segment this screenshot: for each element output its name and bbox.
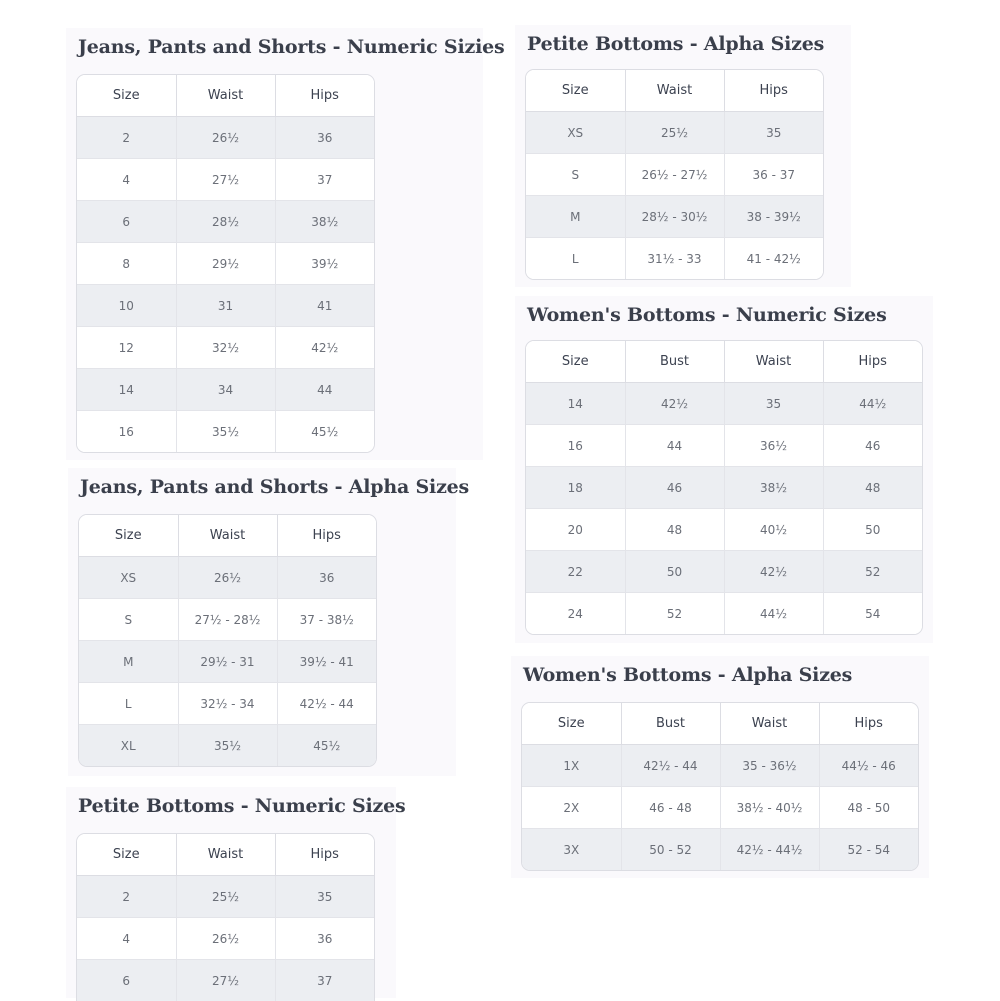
table-cell: 48 - 50 [819, 787, 918, 829]
size-chart-petite-numeric [66, 787, 396, 998]
table-row [79, 599, 376, 641]
table-row [526, 509, 922, 551]
size-chart-womens-numeric [515, 296, 933, 643]
table-cell: 31 [176, 285, 275, 327]
table-cell: 54 [823, 593, 922, 635]
table-header-row [522, 703, 918, 745]
table-row [79, 725, 376, 767]
size-chart-jeans-numeric [66, 28, 483, 460]
table-cell: L [526, 238, 625, 280]
column-header: Bust [621, 703, 720, 745]
table-row [522, 787, 918, 829]
table-cell: 16 [526, 425, 625, 467]
table-cell: 24 [526, 593, 625, 635]
table-cell: 25½ [176, 876, 275, 918]
table-cell: 42½ [275, 327, 374, 369]
table-cell: 29½ - 31 [178, 641, 277, 683]
table-row [77, 918, 374, 960]
table-cell: 36 - 37 [724, 154, 823, 196]
table-cell: 26½ - 27½ [625, 154, 724, 196]
table-cell: 38½ [724, 467, 823, 509]
table-cell: 48 [625, 509, 724, 551]
table-row [77, 960, 374, 1001]
table-cell: 37 - 38½ [277, 599, 376, 641]
column-header: Waist [176, 75, 275, 117]
size-table [525, 340, 923, 635]
column-header: Hips [275, 834, 374, 876]
table-cell: 26½ [176, 117, 275, 159]
table-cell: 48 [823, 467, 922, 509]
table-cell: M [526, 196, 625, 238]
table-cell: 36 [275, 117, 374, 159]
table-cell: 8 [77, 243, 176, 285]
size-table [76, 833, 375, 1001]
table-row [77, 159, 374, 201]
table-cell: 35 [724, 112, 823, 154]
size-table [521, 702, 919, 871]
table-header-row [79, 515, 376, 557]
table-row [77, 285, 374, 327]
table-cell: 36 [275, 918, 374, 960]
table-cell: 35½ [178, 725, 277, 767]
table-cell: XS [79, 557, 178, 599]
table-header-row [526, 70, 823, 112]
table-row [77, 327, 374, 369]
column-header: Hips [277, 515, 376, 557]
table-row [77, 411, 374, 453]
table-cell: 2 [77, 117, 176, 159]
table-row [526, 383, 922, 425]
column-header: Waist [178, 515, 277, 557]
column-header: Hips [819, 703, 918, 745]
table-cell: 27½ - 28½ [178, 599, 277, 641]
table-row [77, 243, 374, 285]
table-cell: 3X [522, 829, 621, 871]
table-cell: 14 [526, 383, 625, 425]
table-cell: 20 [526, 509, 625, 551]
table-cell: 50 [823, 509, 922, 551]
section-title: Petite Bottoms - Numeric Sizes [78, 795, 406, 817]
column-header: Waist [625, 70, 724, 112]
table-cell: 2X [522, 787, 621, 829]
table-cell: 39½ [275, 243, 374, 285]
table-cell: 44 [625, 425, 724, 467]
table-row [77, 369, 374, 411]
table-cell: 46 [823, 425, 922, 467]
table-row [77, 117, 374, 159]
section-title: Women's Bottoms - Numeric Sizes [527, 304, 887, 326]
section-title: Women's Bottoms - Alpha Sizes [523, 664, 852, 686]
table-row [522, 745, 918, 787]
table-row [526, 154, 823, 196]
column-header: Hips [823, 341, 922, 383]
table-row [77, 201, 374, 243]
column-header: Bust [625, 341, 724, 383]
column-header: Waist [724, 341, 823, 383]
column-header: Size [522, 703, 621, 745]
table-cell: 42½ - 44 [621, 745, 720, 787]
table-cell: 42½ - 44 [277, 683, 376, 725]
size-chart-jeans-alpha [68, 468, 456, 776]
table-cell: 34 [176, 369, 275, 411]
table-cell: 41 - 42½ [724, 238, 823, 280]
table-cell: 12 [77, 327, 176, 369]
table-row [526, 196, 823, 238]
table-cell: 32½ - 34 [178, 683, 277, 725]
table-cell: 46 - 48 [621, 787, 720, 829]
table-cell: L [79, 683, 178, 725]
section-title: Jeans, Pants and Shorts - Alpha Sizes [80, 476, 469, 498]
table-cell: 35 - 36½ [720, 745, 819, 787]
table-cell: 31½ - 33 [625, 238, 724, 280]
column-header: Size [526, 70, 625, 112]
table-cell: 42½ [724, 551, 823, 593]
table-row [526, 467, 922, 509]
size-chart-womens-alpha [511, 656, 929, 878]
column-header: Hips [275, 75, 374, 117]
table-cell: 18 [526, 467, 625, 509]
size-chart-petite-alpha [515, 25, 851, 287]
table-cell: 29½ [176, 243, 275, 285]
table-cell: 38½ - 40½ [720, 787, 819, 829]
size-table [525, 69, 824, 280]
table-cell: 35 [275, 876, 374, 918]
table-cell: 32½ [176, 327, 275, 369]
table-row [79, 557, 376, 599]
table-cell: 45½ [275, 411, 374, 453]
table-row [77, 876, 374, 918]
table-cell: 44½ [724, 593, 823, 635]
table-cell: 36½ [724, 425, 823, 467]
table-cell: 39½ - 41 [277, 641, 376, 683]
table-cell: 52 - 54 [819, 829, 918, 871]
table-row [526, 112, 823, 154]
table-cell: 36 [277, 557, 376, 599]
table-cell: 26½ [178, 557, 277, 599]
table-cell: 1X [522, 745, 621, 787]
table-cell: 27½ [176, 960, 275, 1001]
table-cell: 28½ - 30½ [625, 196, 724, 238]
table-row [522, 829, 918, 871]
table-cell: 52 [823, 551, 922, 593]
table-cell: 14 [77, 369, 176, 411]
table-header-row [526, 341, 922, 383]
table-cell: 37 [275, 960, 374, 1001]
table-row [526, 238, 823, 280]
table-cell: 40½ [724, 509, 823, 551]
table-cell: XS [526, 112, 625, 154]
table-cell: 38 - 39½ [724, 196, 823, 238]
table-cell: M [79, 641, 178, 683]
table-cell: 27½ [176, 159, 275, 201]
table-cell: 37 [275, 159, 374, 201]
column-header: Size [77, 834, 176, 876]
column-header: Size [526, 341, 625, 383]
table-cell: 42½ [625, 383, 724, 425]
table-cell: 38½ [275, 201, 374, 243]
table-cell: 50 - 52 [621, 829, 720, 871]
table-cell: 6 [77, 960, 176, 1001]
table-cell: 41 [275, 285, 374, 327]
table-cell: 50 [625, 551, 724, 593]
table-cell: S [526, 154, 625, 196]
size-table [76, 74, 375, 453]
table-cell: 22 [526, 551, 625, 593]
table-cell: S [79, 599, 178, 641]
table-row [79, 683, 376, 725]
table-cell: 28½ [176, 201, 275, 243]
table-cell: 4 [77, 159, 176, 201]
table-cell: 42½ - 44½ [720, 829, 819, 871]
table-cell: 35 [724, 383, 823, 425]
table-cell: 10 [77, 285, 176, 327]
column-header: Size [79, 515, 178, 557]
table-row [526, 551, 922, 593]
table-header-row [77, 75, 374, 117]
table-cell: 52 [625, 593, 724, 635]
table-cell: 16 [77, 411, 176, 453]
table-cell: 26½ [176, 918, 275, 960]
table-cell: 35½ [176, 411, 275, 453]
table-cell: 44 [275, 369, 374, 411]
table-cell: XL [79, 725, 178, 767]
table-row [526, 425, 922, 467]
table-cell: 4 [77, 918, 176, 960]
section-title: Petite Bottoms - Alpha Sizes [527, 33, 824, 55]
table-cell: 45½ [277, 725, 376, 767]
table-cell: 25½ [625, 112, 724, 154]
table-cell: 6 [77, 201, 176, 243]
table-row [526, 593, 922, 635]
table-cell: 44½ - 46 [819, 745, 918, 787]
column-header: Waist [720, 703, 819, 745]
column-header: Size [77, 75, 176, 117]
table-row [79, 641, 376, 683]
size-table [78, 514, 377, 767]
column-header: Waist [176, 834, 275, 876]
table-cell: 46 [625, 467, 724, 509]
table-cell: 2 [77, 876, 176, 918]
table-cell: 44½ [823, 383, 922, 425]
table-header-row [77, 834, 374, 876]
column-header: Hips [724, 70, 823, 112]
section-title: Jeans, Pants and Shorts - Numeric Sizies [78, 36, 504, 58]
